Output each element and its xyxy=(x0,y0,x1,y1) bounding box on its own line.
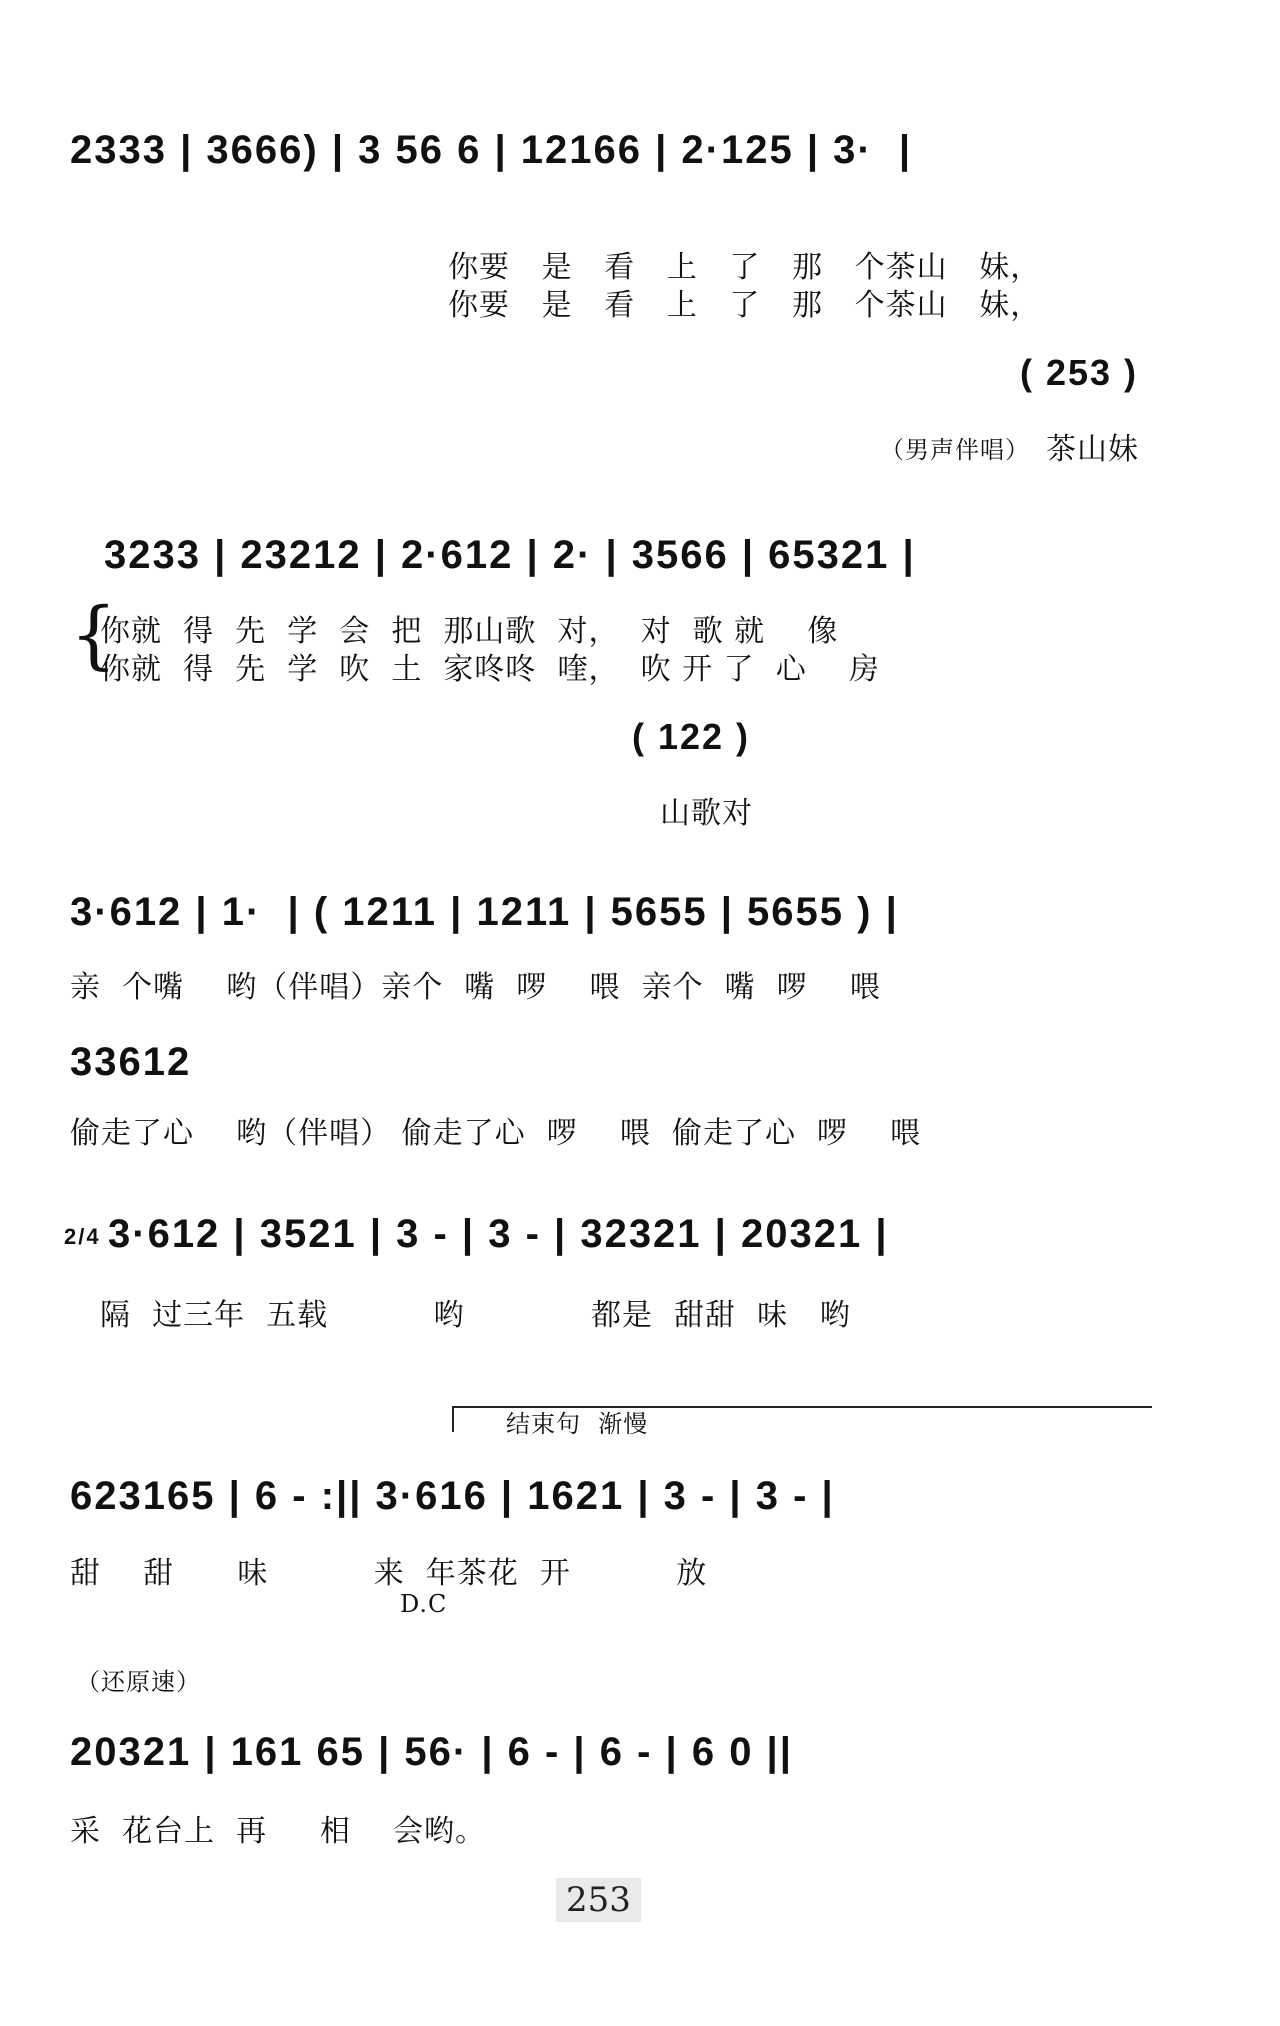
response-text-1: 茶山妹 xyxy=(1046,432,1139,467)
ending-label: 结束句 渐慢 xyxy=(506,1410,649,1438)
lyric-line-3: 亲 个嘴 哟（伴唱）亲个 嘴 啰 喂 亲个 嘴 啰 喂 xyxy=(70,970,881,1005)
page-number: 253 xyxy=(556,1878,641,1922)
notation-line-3: 3·612 | 1· | ( 1211 | 1211 | 5655 | 5655 ) | xyxy=(70,890,899,934)
lyric-line-1a: 你要 是 看 上 了 那 个茶山 妹， xyxy=(448,250,1042,285)
notation-line-7: 20321 | 161 65 | 56· | 6 - | 6 - | 6 0 || xyxy=(70,1730,793,1774)
time-signature-5: 2/4 xyxy=(64,1224,101,1249)
lyric-line-7: 采 花台上 再 相 会哟。 xyxy=(70,1814,486,1849)
lyric-brace: { xyxy=(70,592,118,678)
lyric-line-2a: 你就 得 先 学 会 把 那山歌 对， 对 歌 就 像 xyxy=(100,614,839,649)
notation-line-6: 623165 | 6 - :|| 3·616 | 1621 | 3 - | 3 - | xyxy=(70,1474,835,1518)
response-text-2: 山歌对 xyxy=(660,796,753,831)
notation-line-5: 3·612 | 3521 | 3 - | 3 - | 32321 | 20321 | xyxy=(108,1212,889,1256)
lyric-line-2b: 你就 得 先 学 吹 土 家咚咚 喹， 吹 开 了 心 房 xyxy=(100,652,880,687)
notation-line-1: 2333 | 3666) | 3 56 6 | 12166 | 2·125 | 3· | xyxy=(70,128,913,172)
ending-bracket-left xyxy=(452,1406,454,1432)
notation-line-2: 3233 | 23212 | 2·612 | 2· | 3566 | 65321 | xyxy=(104,533,916,577)
lyric-line-1b: 你要 是 看 上 了 那 个茶山 妹， xyxy=(448,288,1042,323)
notation-line-4: 33612 xyxy=(70,1040,192,1084)
lyric-line-5: 隔 过三年 五载 哟 都是 甜甜 味 哟 xyxy=(100,1298,851,1333)
response-notes-2: ( 122 ) xyxy=(632,716,751,757)
da-capo-mark: D.C xyxy=(400,1590,448,1618)
response-label-1: （男声伴唱） xyxy=(880,436,1030,464)
tempo-note: （还原速） xyxy=(76,1668,201,1696)
response-notes-1: ( 253 ) xyxy=(1020,352,1139,393)
lyric-line-6: 甜 甜 味 来 年茶花 开 放 xyxy=(70,1556,708,1591)
lyric-line-4: 偷走了心 哟（伴唱） 偷走了心 啰 喂 偷走了心 啰 喂 xyxy=(70,1116,922,1151)
